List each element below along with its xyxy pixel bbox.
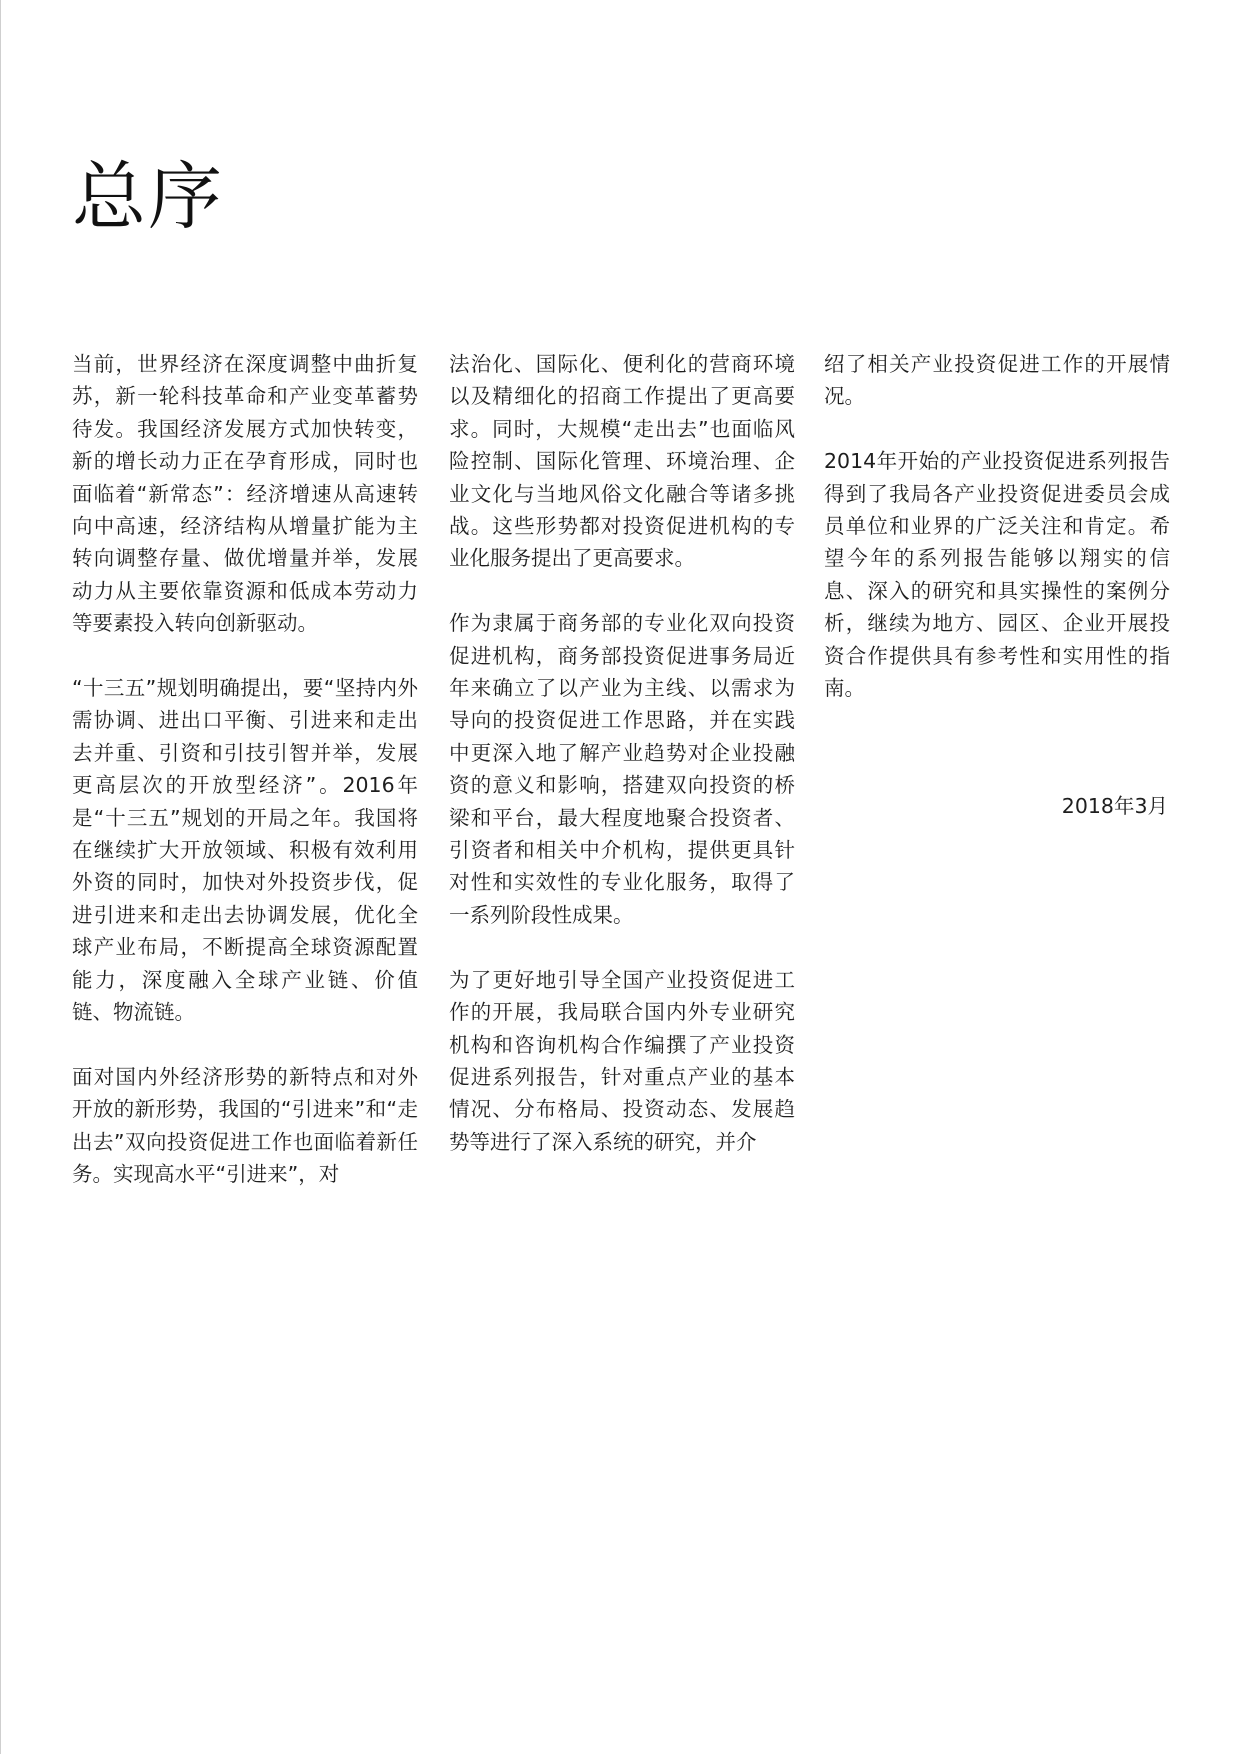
page-title: 总序 (72, 154, 224, 240)
text-column-3 (824, 348, 1170, 704)
paragraph: 绍了相关产业投资促进工作的开展情况。 (824, 352, 1170, 409)
paragraph: 法治化、国际化、便利化的营商环境以及精细化的招商工作提出了更高要求。同时，大规模“走出去”也面临风险控制、国际化管理、环境治理、企业文化与当地风俗文化融合等诸多挑战。这些形势都对投资促进机构的专业化服务提出了更高要求。 (449, 352, 795, 571)
paragraph: 当前，世界经济在深度调整中曲折复苏，新一轮科技革命和产业变革蓄势待发。我国经济发展方式加快转变，新的增长动力正在孕育形成，同时也面临着“新常态”：经济增速从高速转向中高速，经济结构从增量扩能为主转向调整存量、做优增量并举，发展动力从主要依靠资源和低成本劳动力等要素投入转向创新驱动。 (72, 352, 418, 636)
paragraph: 面对国内外经济形势的新特点和对外开放的新形势，我国的“引进来”和“走出去”双向投资促进工作也面临着新任务。实现高水平“引进来”，对 (72, 1064, 418, 1187)
text-column-2 (449, 348, 795, 1158)
text-column-1 (72, 348, 418, 1191)
page-edge-line (0, 0, 1, 1754)
paragraph: 为了更好地引导全国产业投资促进工作的开展，我局联合国内外专业研究机构和咨询机构合作编撰了产业投资促进系列报告，针对重点产业的基本情况、分布格局、投资动态、发展趋势等进行了深入系统的研究，并介 (449, 967, 795, 1154)
paragraph: “十三五”规划明确提出，要“坚持内外需协调、进出口平衡、引进来和走出去并重、引资和引技引智并举，发展更高层次的开放型经济”。2016年是“十三五”规划的开局之年。我国将在继续扩大开放领域、积极有效利用外资的同时，加快对外投资步伐，促进引进来和走出去协调发展，优化全球产业布局，不断提高全球资源配置能力，深度融入全球产业链、价值链、物流链。 (72, 676, 418, 1025)
paragraph: 作为隶属于商务部的专业化双向投资促进机构，商务部投资促进事务局近年来确立了以产业为主线、以需求为导向的投资促进工作思路，并在实践中更深入地了解产业趋势对企业投融资的意义和影响，搭建双向投资的桥梁和平台，最大程度地聚合投资者、引资者和相关中介机构，提供更具针对性和实效性的专业化服务，取得了一系列阶段性成果。 (449, 611, 795, 927)
paragraph: 2014年开始的产业投资促进系列报告得到了我局各产业投资促进委员会成员单位和业界的广泛关注和肯定。希望今年的系列报告能够以翔实的信息、深入的研究和具实操性的案例分析，继续为地方、园区、企业开展投资合作提供具有参考性和实用性的指南。 (824, 449, 1170, 701)
document-date: 2018年3月 (1061, 794, 1168, 818)
